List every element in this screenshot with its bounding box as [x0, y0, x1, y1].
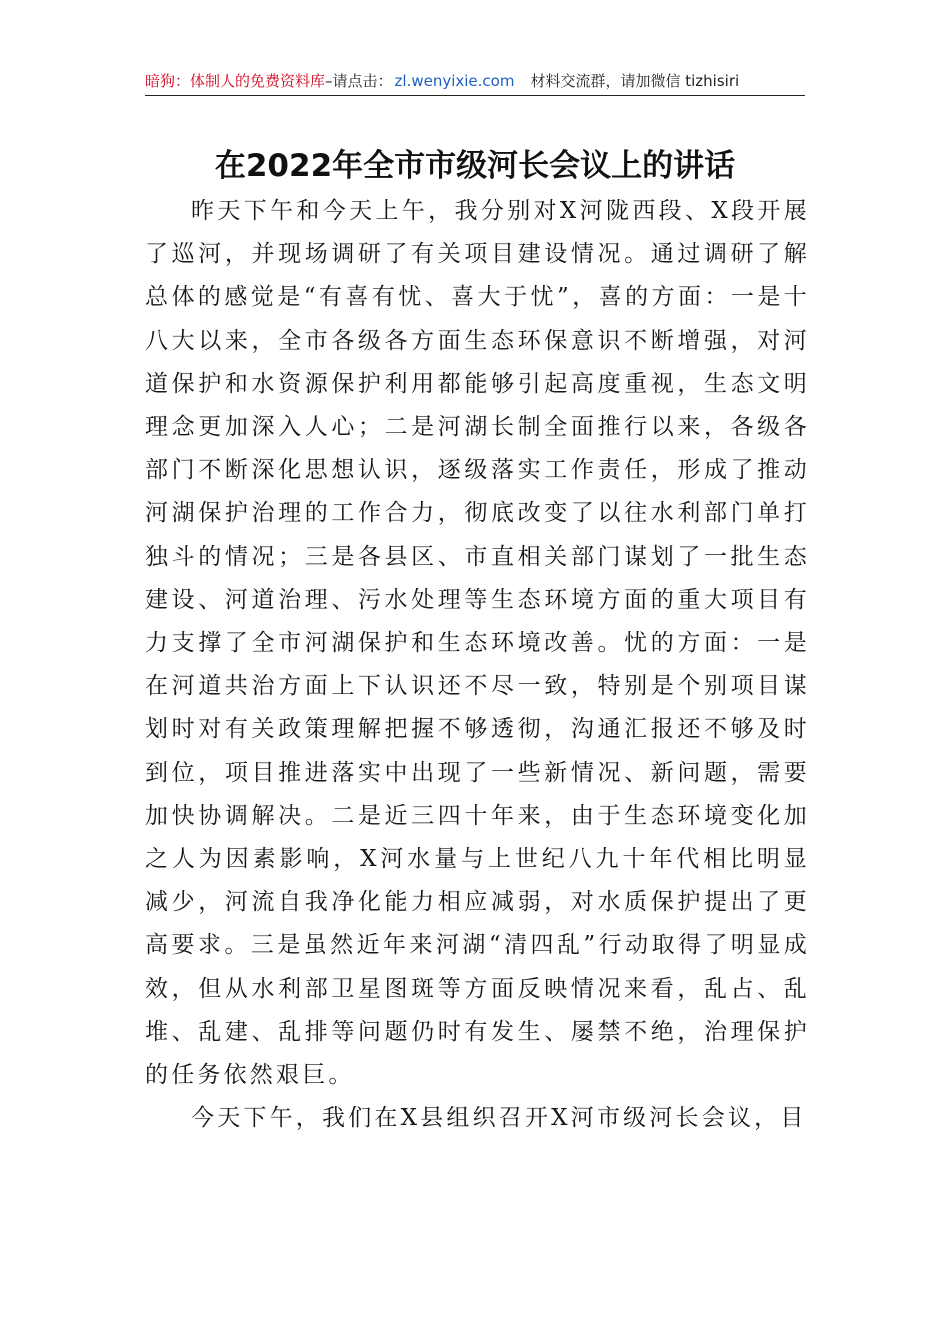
- page-header: [145, 68, 805, 94]
- site-name-link[interactable]: 暗狗：体制人的免费资料库: [145, 72, 326, 90]
- header-divider: [145, 95, 805, 96]
- document-body: [145, 190, 810, 1140]
- document-title: 在2022年全市市级河长会议上的讲话: [214, 147, 736, 184]
- site-url-link[interactable]: zl.wenyixie.com: [394, 72, 515, 90]
- paragraph-1: 昨天下午和今天上午，我分别对X河陇西段、X段开展了巡河，并现场调研了有关项目建设情况。通过调研了解总体的感觉是“有喜有忧、喜大于忧”，喜的方面：一是十八大以来，全市各级各方面生态环保意识不断增强，对河道保护和水资源保护利用都能够引起高度重视，生态文明理念更加深入人心；二是河湖长制全面推行以来，各级各部门不断深化思想认识，逐级落实工作责任，形成了推动河湖保护治理的工作合力，彻底改变了以往水利部门单打独斗的情况；三是各县区、市直相关部门谋划了一批生态建设、河道治理、污水处理等生态环境方面的重大项目有力支撑了全市河湖保护和生态环境改善。忧的方面：一是在河道共治方面上下认识还不尽一致，特别是个别项目谋划时对有关政策理解把握不够透彻，沟通汇报还不够及时到位，项目推进落实中出现了一些新情况、新问题，需要加快协调解决。二是近三四十年来，由于生态环境变化加之人为因素影响，X河水量与上世纪八九十年代相比明显减少，河流自我净化能力相应减弱，对水质保护提出了更高要求。三是虽然近年来河湖“清四乱”行动取得了明显成效，但从水利部卫星图斑等方面反映情况来看，乱占、乱堆、乱建、乱排等问题仍时有发生、屡禁不绝，治理保护的任务依然艰巨。: [145, 198, 810, 1089]
- click-label: –请点击：: [325, 72, 393, 90]
- wechat-note: 材料交流群，请加微信 tizhisiri: [530, 72, 740, 90]
- paragraph-2: 今天下午，我们在X县组织召开X河市级河长会议，目: [191, 1105, 807, 1132]
